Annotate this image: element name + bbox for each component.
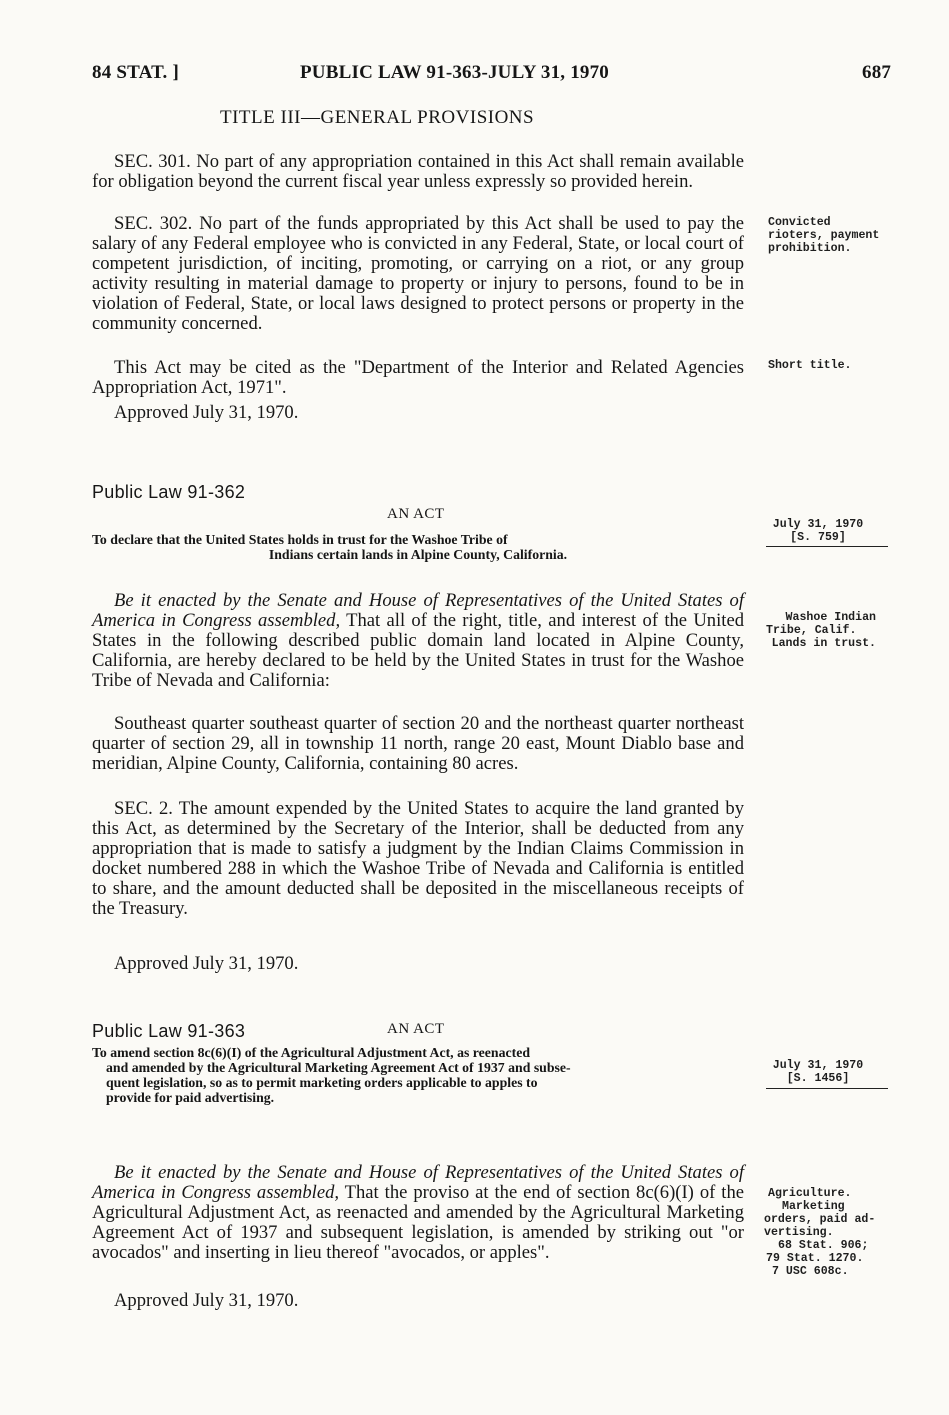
margin-agri-line-1: Agriculture.	[768, 1187, 852, 1200]
margin-agri-line-2: Marketing	[782, 1200, 845, 1213]
margin-note-short-title: Short title.	[768, 359, 852, 372]
sec-302-paragraph	[92, 214, 744, 334]
margin-agri-line-5: 68 Stat. 906;	[778, 1239, 869, 1252]
sec-302-label: SEC. 302.	[114, 213, 193, 234]
purpose-363-line-2: and amended by the Agricultural Marketing Agreement Act of 1937 and subse-	[106, 1060, 571, 1075]
margin-date-362: July 31, 1970	[772, 518, 864, 531]
margin-note-convicted-rioters	[768, 216, 879, 255]
margin-convicted-line-3: prohibition.	[768, 242, 852, 255]
margin-convicted-line-1: Convicted	[768, 216, 831, 229]
bleed-through-text	[775, 140, 885, 180]
margin-note-agriculture	[764, 1187, 882, 1278]
margin-agri-line-6: 79 Stat. 1270.	[766, 1252, 864, 1265]
enacting-italic-363: Be it enacted by the Senate and House of Representatives of the United States of America in Congress assembled,	[92, 1162, 744, 1203]
approved-date-1: Approved July 31, 1970.	[114, 402, 299, 423]
purpose-363-line-4: provide for paid advertising.	[106, 1090, 275, 1105]
margin-agri-line-7: 7 USC 608c.	[772, 1265, 849, 1278]
enacting-rest-363: That the proviso at the end of section 8c(6)(I) of the Agricultural Adjustment Act, as reenacted and amended by the Agricultural Marketing Agreement Act of 1937 and subsequent legislation, is amended by striking out "or avocados" and inserting in lieu thereof "avocados, or apples".	[92, 1182, 744, 1263]
margin-date-363: July 31, 1970	[772, 1059, 864, 1072]
running-head-title: PUBLIC LAW 91-363-JULY 31, 1970	[300, 62, 610, 83]
approved-date-362: Approved July 31, 1970.	[114, 953, 299, 974]
public-law-91-362-label: Public Law 91-362	[92, 482, 246, 502]
margin-note-date-362	[766, 518, 870, 544]
public-law-91-363-label: Public Law 91-363	[92, 1021, 246, 1041]
margin-note-date-363	[766, 1059, 870, 1085]
sec-2-text: The amount expended by the United States to acquire the land granted by this Act, as determined by the Secretary of the Interior, shall be deducted from any appropriation that is made to satisfy a judgment by the Indian Claims Commission in docket numbered 288 in which the Washoe Tribe of Nevada and California is entitled to share, and the amount deducted shall be deposited in the miscellaneous receipts of the Treasury.	[92, 798, 744, 919]
purpose-362-line-1: To declare that the United States holds in trust for the Washoe Tribe of	[92, 532, 508, 547]
margin-washoe-line-2: Tribe, Calif.	[766, 624, 857, 637]
page-number: 687	[862, 62, 892, 83]
margin-bill-362: [S. 759]	[790, 531, 846, 544]
running-head-left: 84 STAT. ]	[92, 62, 179, 83]
enacting-clause-363	[92, 1163, 744, 1263]
margin-convicted-line-2: rioters, payment	[768, 229, 880, 242]
an-act-heading-363: AN ACT	[387, 1021, 445, 1037]
margin-washoe-line-3: Lands in trust.	[771, 637, 876, 650]
margin-rule-363	[766, 1088, 888, 1089]
enacting-clause-362	[92, 591, 744, 691]
sec-2-paragraph	[92, 799, 744, 919]
margin-note-washoe	[750, 611, 876, 650]
land-description-paragraph: Southeast quarter southeast quarter of section 20 and the northeast quarter northeast quarter of section 29, all in township 11 north, range 20 east, Mount Diablo base and meridian, Alpine County, California, containing 80 acres.	[92, 713, 744, 774]
purpose-363	[92, 1045, 744, 1105]
approved-date-363: Approved July 31, 1970.	[114, 1290, 299, 1311]
sec-301-paragraph	[92, 152, 744, 192]
purpose-363-line-3: quent legislation, so as to permit marketing orders applicable to apples to	[106, 1075, 538, 1090]
sec-301-label: SEC. 301.	[114, 151, 191, 172]
margin-washoe-line-1: Washoe Indian	[785, 611, 876, 624]
short-title-paragraph: This Act may be cited as the "Department of the Interior and Related Agencies Appropriation Act, 1971".	[92, 357, 744, 398]
sec-301-text: No part of any appropriation contained in this Act shall remain available for obligation beyond the current fiscal year unless expressly so provided herein.	[92, 151, 745, 192]
enacting-rest-362: That all of the right, title, and interest of the United States in the following described public domain land located in Alpine County, California, are hereby declared to be held by the United States in trust for the Washoe Tribe of Nevada and California:	[92, 610, 744, 691]
margin-rule-362	[766, 546, 888, 547]
purpose-363-line-1: To amend section 8c(6)(I) of the Agricultural Adjustment Act, as reenacted	[92, 1045, 531, 1060]
purpose-362	[92, 532, 744, 562]
sec-2-label: SEC. 2.	[114, 798, 173, 819]
margin-agri-line-3: orders, paid ad-	[764, 1213, 876, 1226]
enacting-italic-362: Be it enacted by the Senate and House of Representatives of the United States of America in Congress assembled,	[92, 590, 744, 631]
an-act-heading-362: AN ACT	[387, 506, 445, 522]
sec-302-text: No part of the funds appropriated by this Act shall be used to pay the salary of any Federal employee who is convicted in any Federal, State, or local court of competent jurisdiction, of inciting, promoting, or carrying on a riot, or any group activity resulting in material damage to property or injury to persons, found to be in violation of Federal, State, or local laws designed to protect persons or property in the community concerned.	[92, 213, 744, 334]
margin-agri-line-4: vertising.	[764, 1226, 834, 1239]
margin-bill-363: [S. 1456]	[786, 1072, 850, 1085]
purpose-362-line-2: Indians certain lands in Alpine County, California.	[268, 547, 568, 562]
title-iii-heading: TITLE III—GENERAL PROVISIONS	[220, 107, 535, 128]
